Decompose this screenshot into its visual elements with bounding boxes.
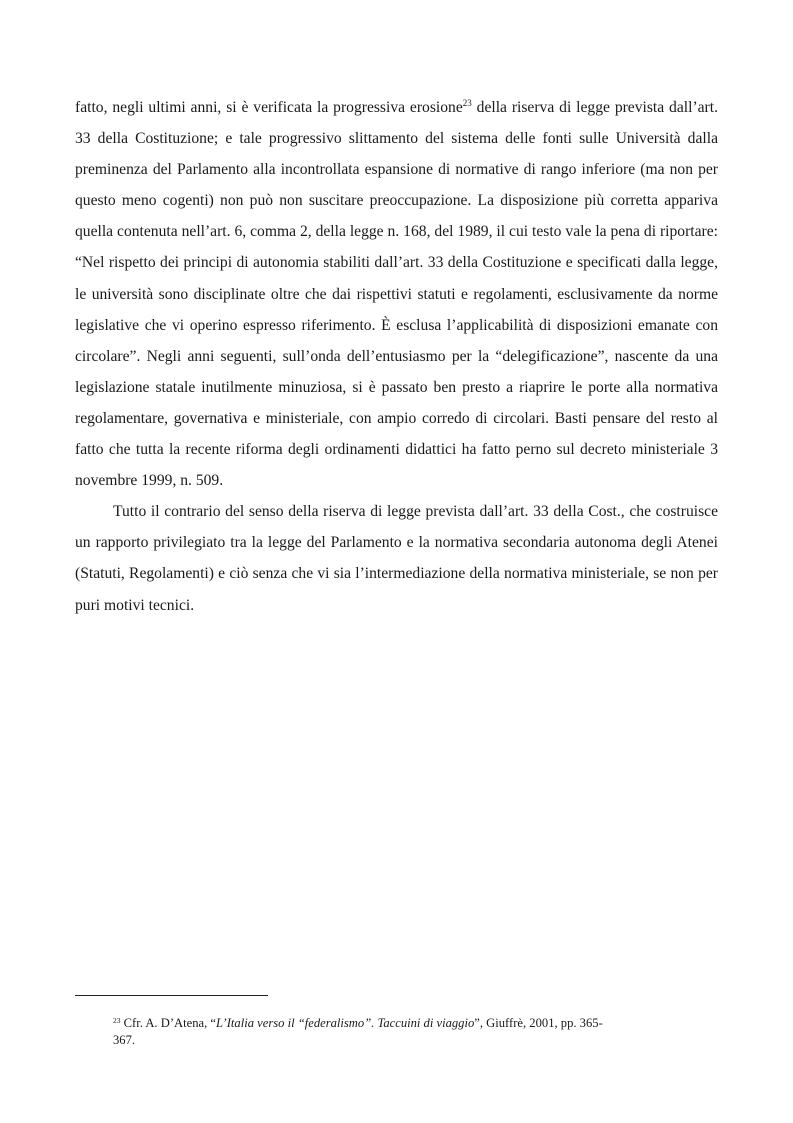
footnote-separator (75, 995, 268, 996)
footnote-number: 23 (113, 1016, 121, 1025)
footnote-citation-end: ”, Giuffrè, 2001, pp. 365-367. (113, 1016, 603, 1047)
body-text (75, 92, 718, 621)
paragraph-2: Tutto il contrario del senso della riserva di legge prevista dall’art. 33 della Cost., che costruisce un rapporto privilegiato tra la legge del Parlamento e la normativa secondaria autonoma degli Atenei (Statuti, Regolamenti) e ciò senza che vi sia l’intermediazione della normativa ministeriale, se non per puri motivi tecnici. (75, 503, 718, 614)
footnote-citation-start: Cfr. A. D’Atena, “ (120, 1016, 216, 1030)
paragraph-1-rest: della riserva di legge prevista dall’art. 33 della Costituzione; e tale progressivo slittamento del sistema delle fonti sulle Università dalla preminenza del Parlamento alla incontrollata espansione di normative di rango inferiore (ma non per questo meno cogenti) non può non suscitare preoccupazione. La disposizione più corretta appariva quella contenuta nell’art. 6, comma 2, della legge n. 168, del 1989, il cui testo vale la pena di riportare: “Nel rispetto dei principi di autonomia stabiliti dall’art. 33 della Costituzione e specificati dalla legge, le università sono disciplinate oltre che dai rispettivi statuti e regolamenti, esclusivamente da norme legislative che vi operino espresso riferimento. È esclusa l’applicabilità di disposizioni emanate con circolare”. Negli anni seguenti, sull’onda dell’entusiasmo per la “delegificazione”, nascente da una legislazione statale inutilmente minuziosa, si è passato ben presto a riaprire le porte alla normativa regolamentare, governativa e ministeriale, con ampio corredo di circolari. Basti pensare del resto al fatto che tutta la recente riforma degli ordinamenti didattici ha fatto perno sul decreto ministeriale 3 novembre 1999, n. 509. (75, 99, 718, 490)
footnote-23 (113, 1015, 603, 1049)
footnote-ref-23[interactable]: 23 (462, 98, 472, 108)
paragraph-1-start: fatto, negli ultimi anni, si è verificata la progressiva erosione (75, 99, 463, 116)
paragraph-1 (75, 92, 718, 496)
footnote-book-title: L’Italia verso il “federalismo”. Taccuini di viaggio (215, 1016, 475, 1030)
